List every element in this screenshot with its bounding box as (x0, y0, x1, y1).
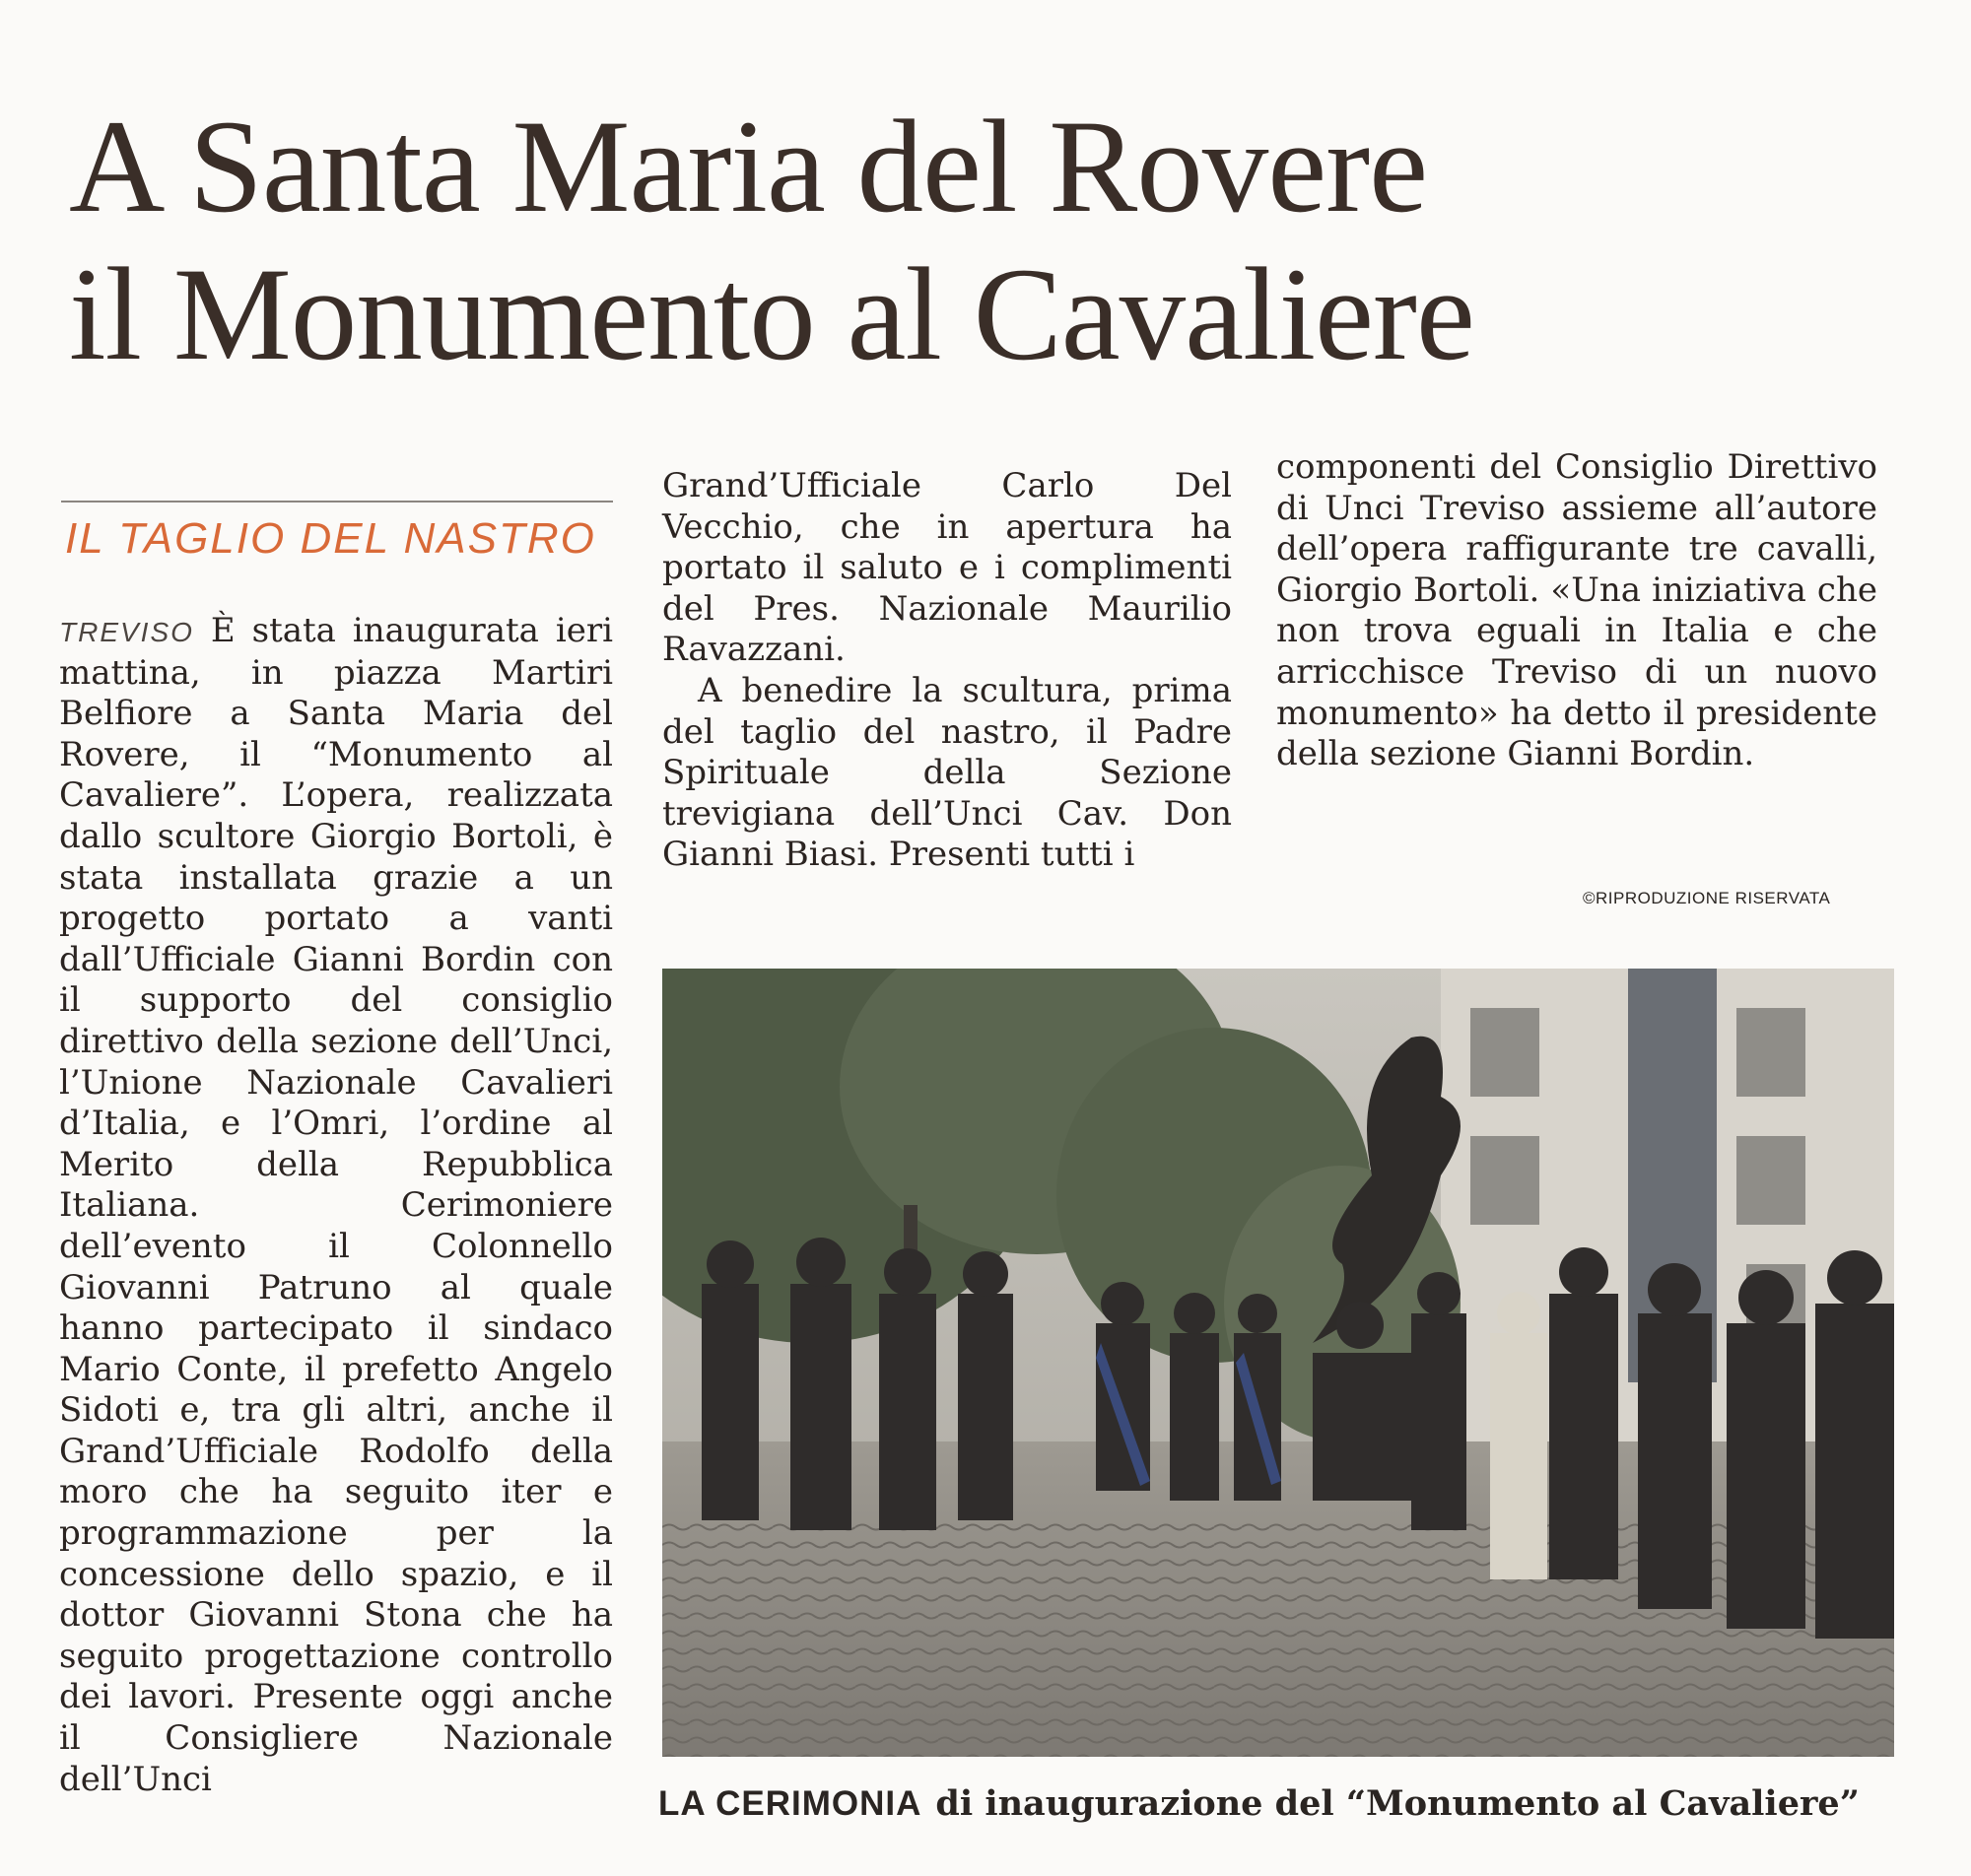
photo-illustration (662, 969, 1894, 1757)
caption-text: di inaugurazione del “Monumento al Cavaliere” (935, 1783, 1860, 1824)
kicker: IL TAGLIO DEL NASTRO (65, 514, 596, 563)
paragraph (59, 611, 613, 1800)
ceremony-photo (662, 969, 1894, 1757)
article-column-2 (662, 466, 1232, 876)
copyright-notice: ©RIPRODUZIONE RISERVATA (1583, 889, 1831, 907)
paragraph: A benedire la scultura, prima del taglio del nastro, il Padre Spirituale della Sezione trevigiana dell’Unci Cav. Don Gianni Biasi. Presenti tutti i (662, 670, 1232, 875)
paragraph: componenti del Consiglio Direttivo di Unci Treviso assieme all’autore dell’opera raffigurante tre cavalli, Giorgio Bortoli. «Una iniziativa che non trova eguali in Italia e che arricchisce Treviso di un nuovo monumento» ha detto il presidente della sezione Gianni Bordin. (1276, 447, 1877, 774)
caption-lead: LA CERIMONIA (658, 1784, 922, 1823)
kicker-divider (61, 501, 613, 502)
photo-caption (658, 1783, 1860, 1824)
article-column-1 (59, 611, 613, 1800)
article-column-3 (1276, 447, 1877, 775)
paragraph: Grand’Ufficiale Carlo Del Vecchio, che in apertura ha portato il saluto e i complimenti del Pres. Nazionale Maurilio Ravazzani. (662, 466, 1232, 670)
headline-line-1: A Santa Maria del Rovere (69, 94, 1428, 240)
headline-line-2: il Monumento al Cavaliere (69, 241, 1474, 388)
headline (69, 94, 1922, 389)
paragraph-text: È stata inaugurata ieri mattina, in piazza Martiri Belfiore a Santa Maria del Rovere, il “Monumento al Cavaliere”. L’opera, realizzata dallo scultore Giorgio Bortoli, è stata installata grazie a un progetto portato a vanti dall’Ufficiale Gianni Bordin con il supporto del consiglio direttivo della sezione dell’Unci, l’Unione Nazionale Cavalieri d’Italia, e l’Omri, l’ordine al Merito della Repubblica Italiana. Cerimoniere dell’evento il Colonnello Giovanni Patruno al quale hanno partecipato il sindaco Mario Conte, il prefetto Angelo Sidoti e, tra gli altri, anche il Grand’Ufficiale Rodolfo della moro che ha seguito iter e programmazione per la concessione dello spazio, e il dottor Giovanni Stona che ha seguito progettazione controllo dei lavori. Presente oggi anche il Consigliere Nazionale dell’Unci (59, 611, 613, 1799)
dateline: TREVISO (59, 617, 194, 647)
